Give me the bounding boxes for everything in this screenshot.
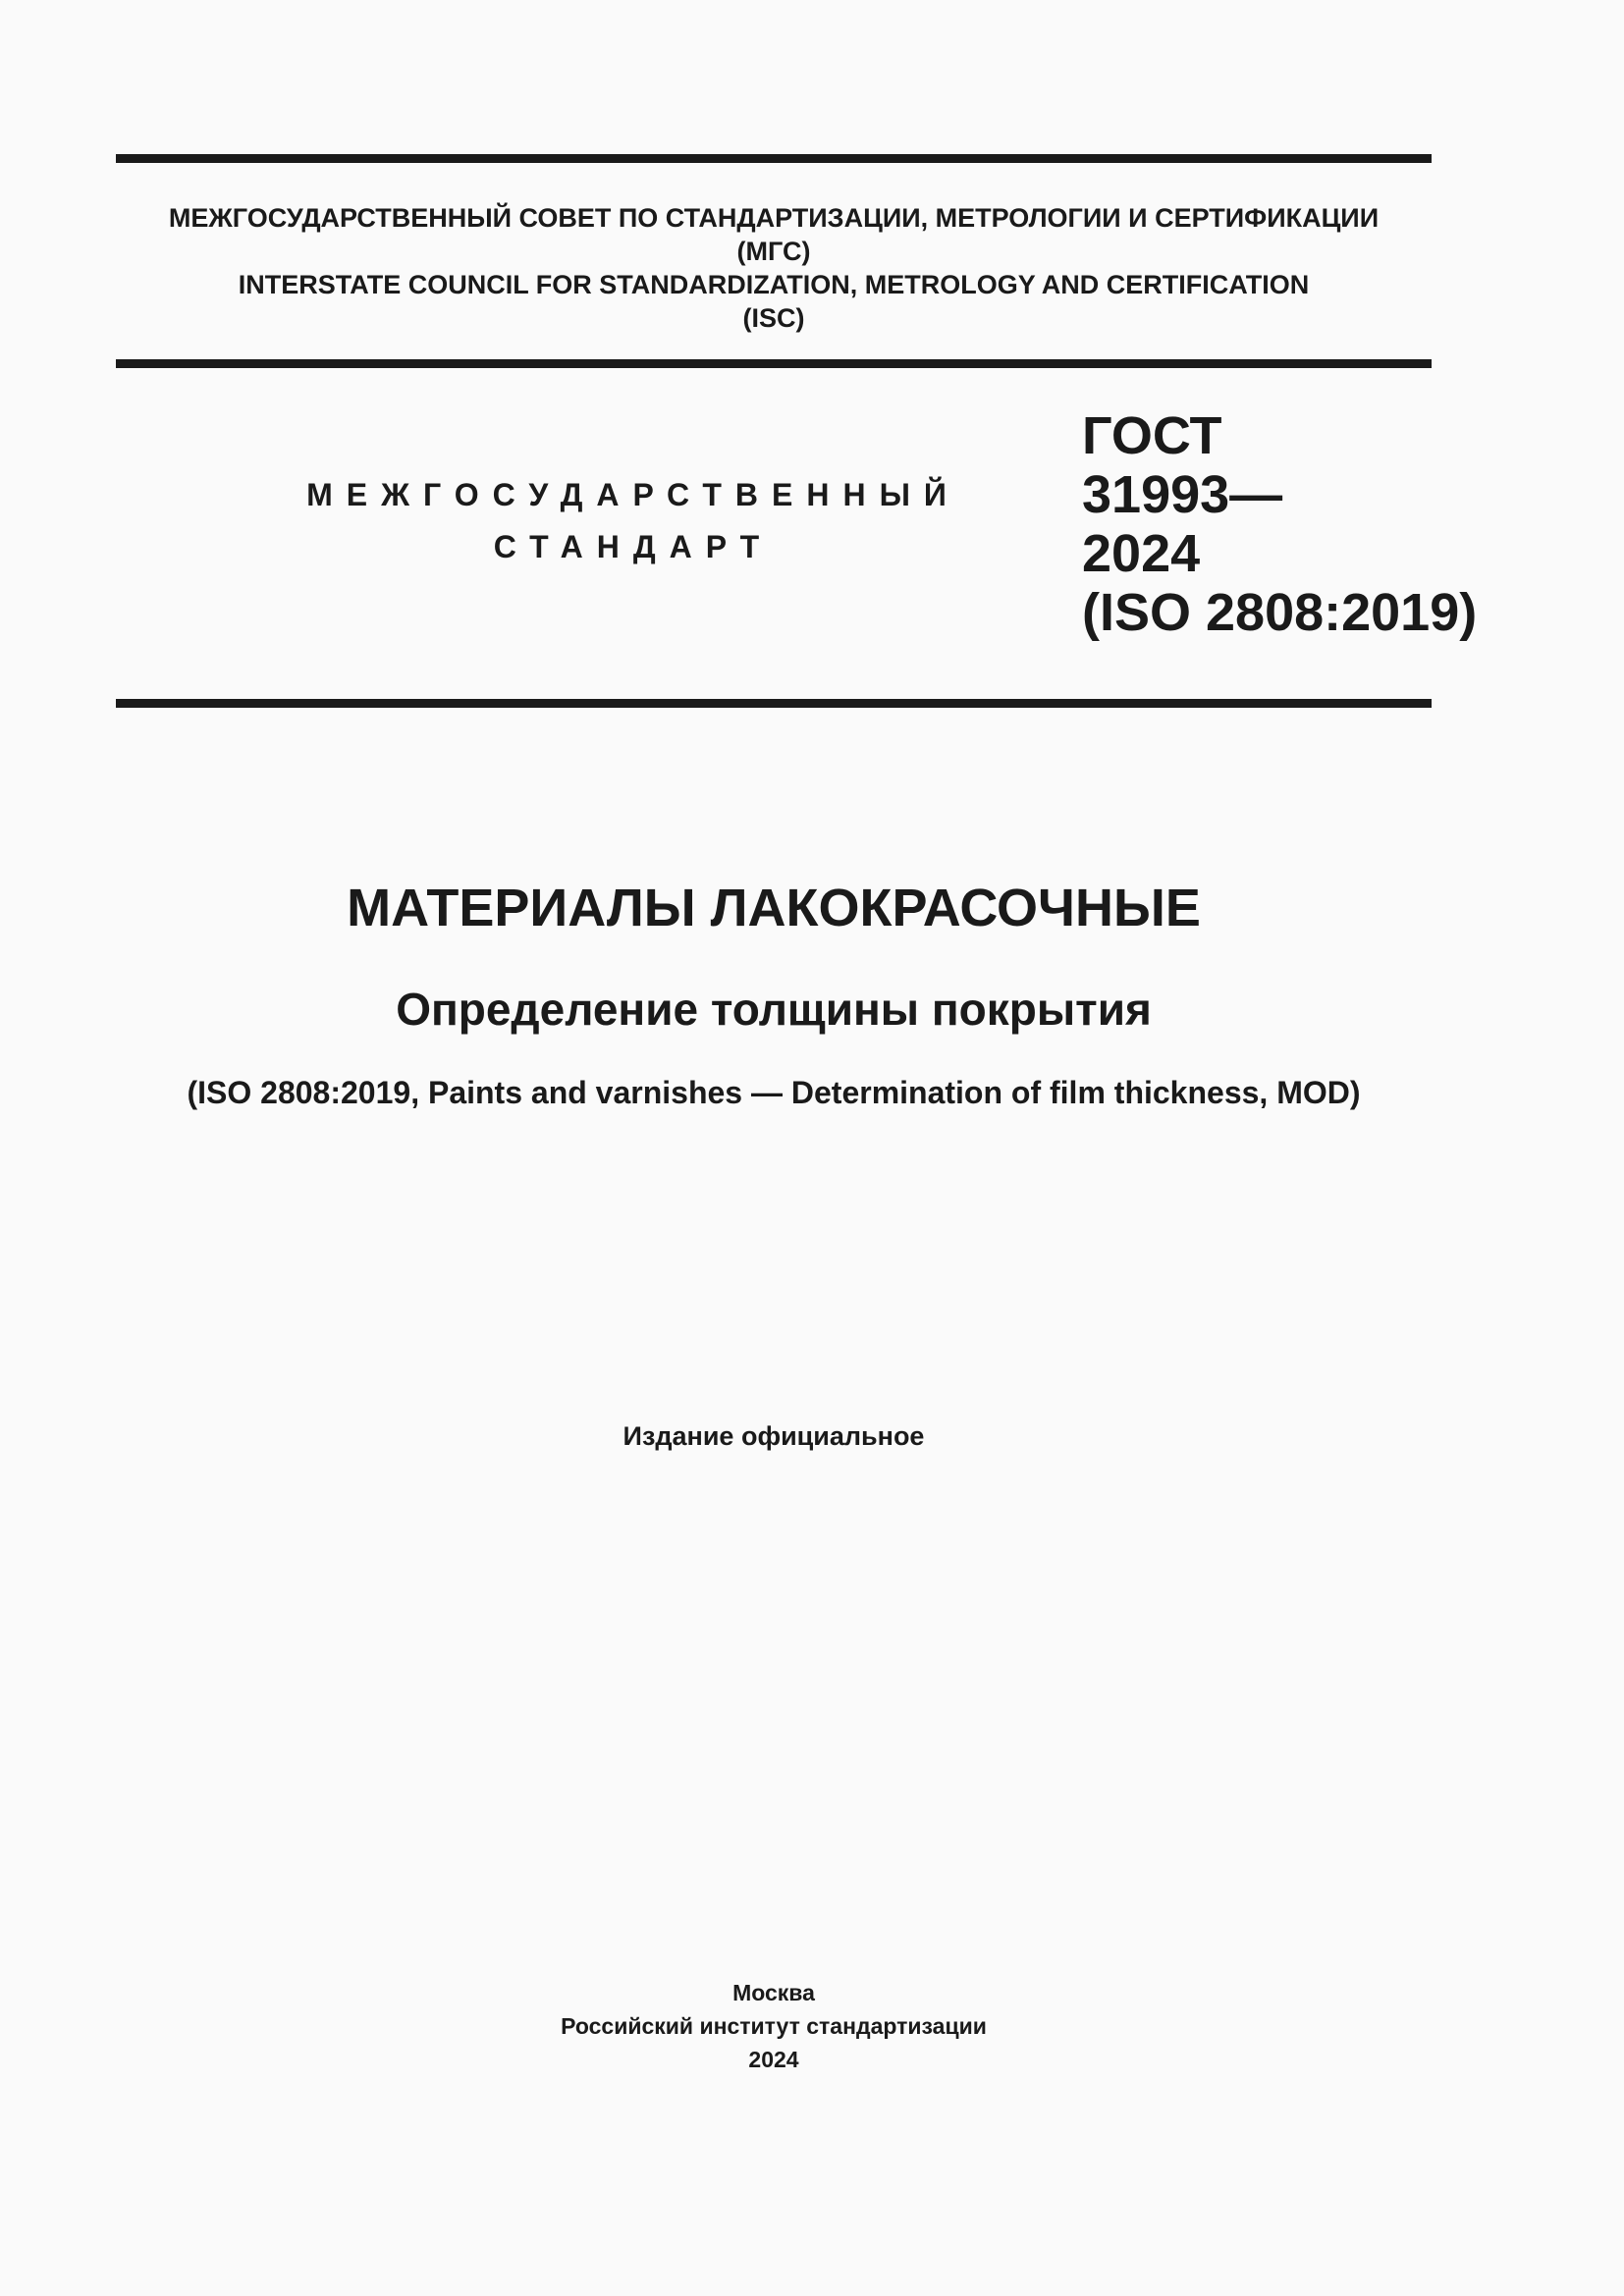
designation-prefix: ГОСТ — [1082, 406, 1222, 465]
council-divider — [116, 359, 1432, 368]
council-name-en: INTERSTATE COUNCIL FOR STANDARDIZATION, METROLOGY AND CERTIFICATION — [238, 270, 1310, 299]
top-rule — [116, 154, 1432, 163]
council-header — [116, 201, 1432, 335]
designation-number: 31993— — [1082, 465, 1283, 524]
imprint-city: Москва — [732, 1980, 815, 2005]
council-abbr-ru: (МГС) — [736, 237, 811, 266]
document-title: МАТЕРИАЛЫ ЛАКОКРАСОЧНЫЕ — [347, 879, 1201, 937]
imprint-publisher: Российский институт стандартизации — [561, 2013, 987, 2039]
designation-year: 2024 — [1082, 524, 1201, 583]
imprint — [116, 1976, 1432, 2076]
council-abbr-en: (ISC) — [742, 303, 805, 333]
standard-type-line1: МЕЖГОСУДАРСТВЕННЫЙ — [306, 477, 960, 512]
standard-type — [285, 469, 982, 573]
designation-divider — [116, 699, 1432, 708]
edition-label: Издание официальное — [623, 1421, 925, 1451]
standard-type-line2: СТАНДАРТ — [493, 529, 774, 564]
iso-title: (ISO 2808:2019, Paints and varnishes — Determination of film thickness, MOD) — [187, 1075, 1361, 1110]
imprint-year: 2024 — [748, 2047, 799, 2072]
designation-iso-ref: (ISO 2808:2019) — [1082, 583, 1478, 642]
standard-designation — [1082, 406, 1477, 642]
document-subtitle: Определение толщины покрытия — [396, 984, 1152, 1035]
council-name-ru: МЕЖГОСУДАРСТВЕННЫЙ СОВЕТ ПО СТАНДАРТИЗАЦИИ, МЕТРОЛОГИИ И СЕРТИФИКАЦИИ — [168, 203, 1380, 233]
